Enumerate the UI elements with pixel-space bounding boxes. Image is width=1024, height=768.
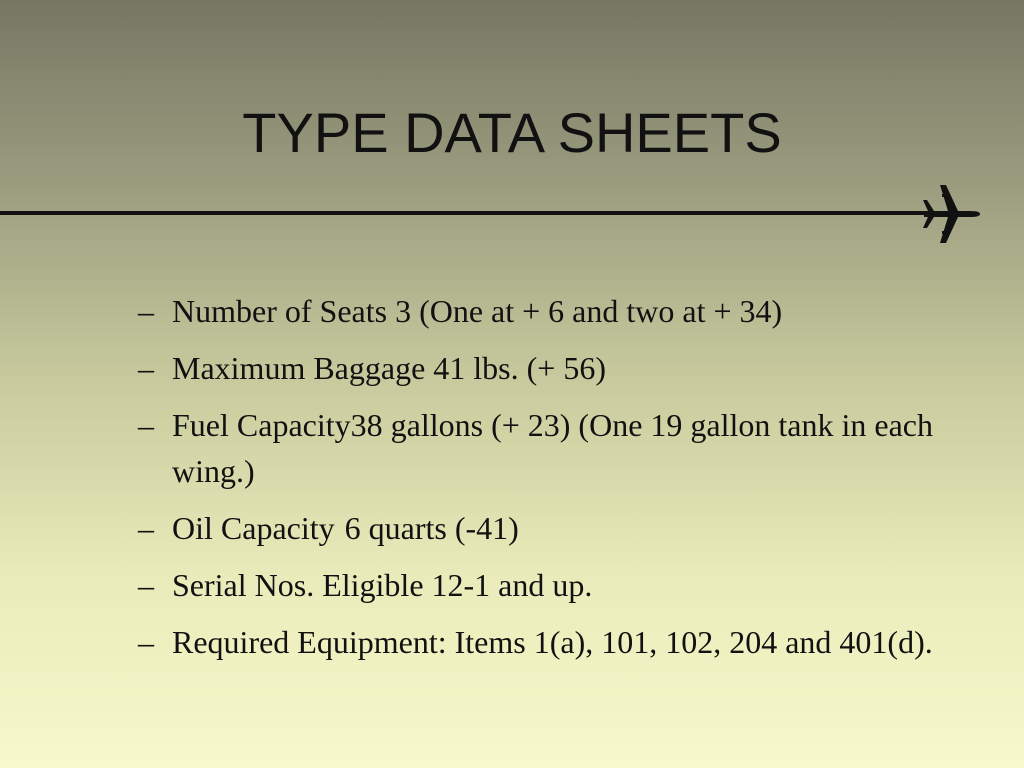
title-divider-line xyxy=(0,211,930,215)
bullet-dash: – xyxy=(138,407,154,443)
airplane-icon xyxy=(918,181,984,247)
bullet-dash: – xyxy=(138,510,154,546)
slide-title: TYPE DATA SHEETS xyxy=(242,101,782,164)
item-label: Number of Seats xyxy=(172,293,388,329)
list-item xyxy=(138,288,958,334)
bullet-dash: – xyxy=(138,293,154,329)
item-label: Serial Nos. Eligible xyxy=(172,567,424,603)
bullet-dash: – xyxy=(138,567,154,603)
item-value: 3 (One at + 6 and two at + 34) xyxy=(395,293,783,329)
spec-list xyxy=(138,288,958,676)
bullet-dash: – xyxy=(138,624,154,660)
list-item xyxy=(138,562,958,608)
list-item xyxy=(138,505,958,551)
item-label: Maximum Baggage xyxy=(172,350,426,386)
item-value: 41 lbs. (+ 56) xyxy=(433,350,606,386)
item-label: Oil Capacity xyxy=(172,510,335,546)
item-label: Required Equipment: xyxy=(172,624,447,660)
list-item xyxy=(138,345,958,391)
item-label: Fuel Capacity xyxy=(172,407,351,443)
list-item xyxy=(138,402,958,494)
list-item xyxy=(138,619,958,665)
bullet-dash: – xyxy=(138,350,154,386)
item-value: 12-1 and up. xyxy=(431,567,593,603)
item-value: 38 gallons (+ 23) (One 19 gallon tank in each wing.) xyxy=(172,407,933,489)
item-value: 6 quarts (-41) xyxy=(344,510,519,546)
item-value: Items 1(a), 101, 102, 204 and 401(d). xyxy=(454,624,933,660)
